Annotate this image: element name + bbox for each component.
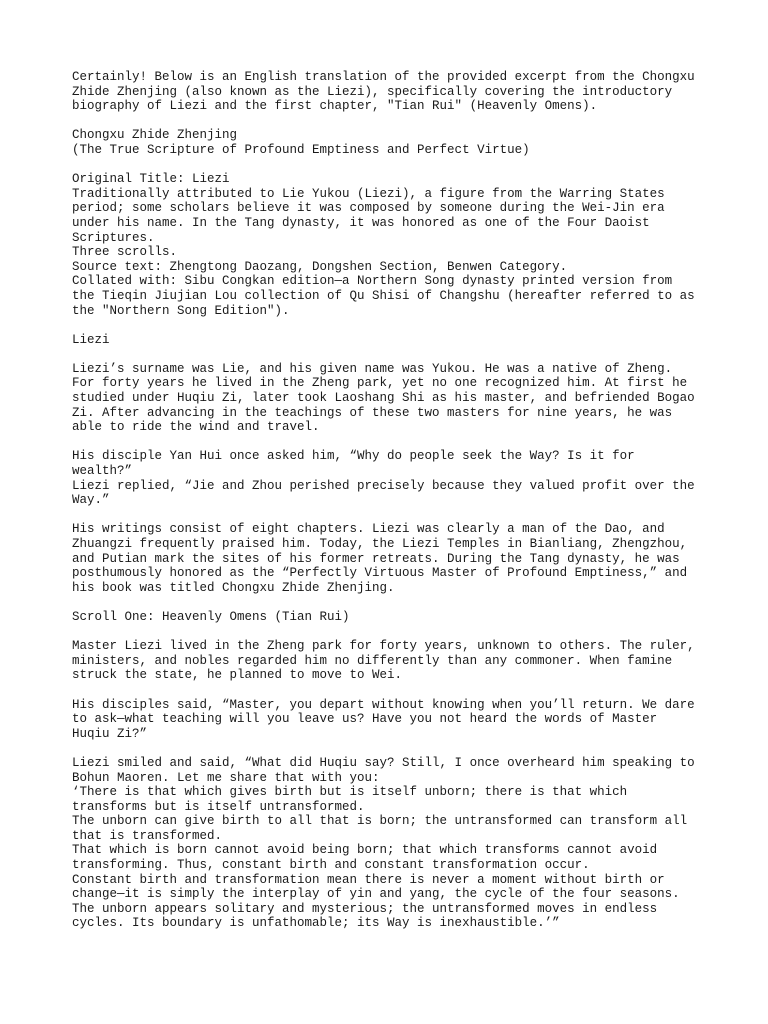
- text-line: Scroll One: Heavenly Omens (Tian Rui): [72, 609, 350, 624]
- text-line: Liezi’s surname was Lie, and his given name was Yukou. He was a native of Zheng.: [72, 361, 673, 376]
- paragraph-8: [72, 610, 712, 625]
- text-line: Way.”: [72, 493, 110, 508]
- paragraph-1: [72, 70, 712, 114]
- text-line: His disciple Yan Hui once asked him, “Why do people seek the Way? Is it for: [72, 449, 635, 464]
- paragraph-7: [72, 522, 712, 595]
- text-line: the "Northern Song Edition").: [72, 303, 290, 318]
- text-line: His disciples said, “Master, you depart without knowing when you’ll return. We dare: [72, 697, 695, 712]
- text-line: transforms but is itself untransformed.: [72, 799, 365, 814]
- text-line: The unborn can give birth to all that is born; the untransformed can transform all: [72, 814, 688, 829]
- paragraph-2: [72, 128, 712, 157]
- text-line: Original Title: Liezi: [72, 172, 230, 187]
- text-line: ‘There is that which gives birth but is itself unborn; there is that which: [72, 785, 628, 800]
- text-line: Chongxu Zhide Zhenjing: [72, 128, 238, 143]
- text-line: Zhuangzi frequently praised him. Today, the Liezi Temples in Bianliang, Zhengzhou,: [72, 537, 688, 551]
- text-line: that is transformed.: [72, 828, 223, 843]
- text-line: His writings consist of eight chapters. Liezi was clearly a man of the Dao, and: [72, 522, 665, 537]
- text-line: Liezi: [72, 332, 110, 347]
- text-line: change—it is simply the interplay of yin and yang, the cycle of the four seasons.: [72, 887, 680, 902]
- paragraph-4: [72, 333, 712, 348]
- text-line: and Putian mark the sites of his former retreats. During the Tang dynasty, he was: [72, 551, 680, 566]
- text-line: Zhide Zhenjing (also known as the Liezi), specifically covering the introductory: [72, 84, 673, 99]
- text-line: That which is born cannot avoid being born; that which transforms cannot avoid: [72, 843, 658, 858]
- text-line: For forty years he lived in the Zheng park, yet no one recognized him. At first he: [72, 376, 688, 391]
- text-line: cycles. Its boundary is unfathomable; its Way is inexhaustible.’”: [72, 916, 560, 931]
- text-line: his book was titled Chongxu Zhide Zhenjing.: [72, 580, 395, 595]
- text-line: biography of Liezi and the first chapter, "Tian Rui" (Heavenly Omens).: [72, 99, 598, 114]
- text-line: The unborn appears solitary and mysterious; the untransformed moves in endless: [72, 901, 658, 916]
- text-line: transforming. Thus, constant birth and constant transformation occur.: [72, 858, 590, 873]
- text-line: Source text: Zhengtong Daozang, Dongshen Section, Benwen Category.: [72, 259, 568, 274]
- paragraph-11: [72, 756, 712, 931]
- text-line: Bohun Maoren. Let me share that with you:: [72, 770, 380, 785]
- document-page: [72, 70, 712, 946]
- document-body: [72, 70, 712, 931]
- paragraph-6: [72, 449, 712, 507]
- text-line: under his name. In the Tang dynasty, it was honored as one of the Four Daoist: [72, 215, 650, 230]
- text-line: to ask—what teaching will you leave us? Have you not heard the words of Master: [72, 712, 658, 727]
- paragraph-10: [72, 698, 712, 742]
- text-line: the Tieqin Jiujian Lou collection of Qu Shisi of Changshu (hereafter referred to as: [72, 288, 695, 303]
- text-line: Constant birth and transformation mean there is never a moment without birth or: [72, 872, 665, 887]
- text-line: ministers, and nobles regarded him no differently than any commoner. When famine: [72, 653, 673, 668]
- paragraph-5: [72, 362, 712, 435]
- paragraph-9: [72, 639, 712, 683]
- text-line: Collated with: Sibu Congkan edition—a Northern Song dynasty printed version from: [72, 274, 673, 289]
- text-line: wealth?”: [72, 464, 133, 479]
- text-line: Scriptures.: [72, 230, 155, 245]
- text-line: Three scrolls.: [72, 245, 178, 260]
- text-line: (The True Scripture of Profound Emptiness and Perfect Virtue): [72, 142, 530, 157]
- text-line: posthumously honored as the “Perfectly Virtuous Master of Profound Emptiness,” and: [72, 566, 688, 581]
- text-line: Master Liezi lived in the Zheng park for forty years, unknown to others. The ruler,: [72, 639, 695, 654]
- text-line: Zi. After advancing in the teachings of these two masters for nine years, he was: [72, 405, 673, 420]
- text-line: Traditionally attributed to Lie Yukou (Liezi), a figure from the Warring States: [72, 186, 665, 201]
- paragraph-3: [72, 172, 712, 318]
- text-line: able to ride the wind and travel.: [72, 420, 320, 435]
- text-line: Huqiu Zi?”: [72, 726, 148, 741]
- text-line: period; some scholars believe it was composed by someone during the Wei-Jin era: [72, 201, 665, 216]
- text-line: Liezi replied, “Jie and Zhou perished precisely because they valued profit over the: [72, 478, 695, 493]
- text-line: Certainly! Below is an English translation of the provided excerpt from the Chongxu: [72, 70, 695, 84]
- text-line: struck the state, he planned to move to Wei.: [72, 668, 403, 683]
- text-line: Liezi smiled and said, “What did Huqiu say? Still, I once overheard him speaking to: [72, 755, 695, 770]
- text-line: studied under Huqiu Zi, later took Laoshang Shi as his master, and befriended Bogao: [72, 391, 695, 406]
